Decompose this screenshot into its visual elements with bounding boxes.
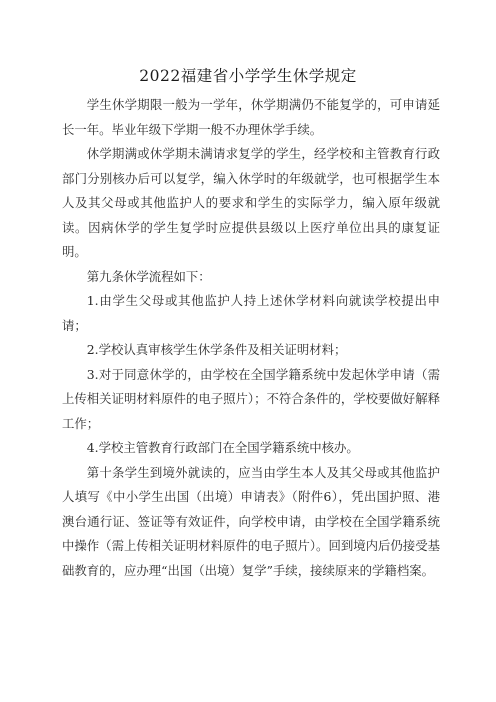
paragraph-article-10: 第十条学生到境外就读的，应当由学生本人及其父母或其他监护人填写《中小学生出国（出境）申请表》（附件6），凭出国护照、港澳台通行证、签证等有效证件，向学校申请，由学校在全国学籍系统中操作（需上传相关证明材料原件的电子照片）。回到境内后仍接受基础教育的，应办理“出国（出境）复学”手续，接续原来的学籍档案。 (62, 464, 440, 578)
paragraph-step-4: 4.学校主管教育行政部门在全国学籍系统中核办。 (86, 440, 359, 455)
paragraph-step-2: 2.学校认真审核学生休学条件及相关证明材料； (86, 342, 347, 357)
paragraph-step-3: 3.对于同意休学的，由学校在全国学籍系统中发起休学申请（需上传相关证明材料原件的电子照片）；不符合条件的，学校要做好解释工作； (62, 366, 440, 431)
paragraph-step-1: 1.由学生父母或其他监护人持上述休学材料向就读学校提出申请； (62, 293, 440, 333)
paragraph-article-9-heading: 第九条休学流程如下： (86, 268, 211, 284)
document-title: 2022福建省小学学生休学规定 (139, 67, 357, 85)
document-body (62, 93, 440, 583)
paragraph-suspension-period: 学生休学期限一般为一学年，休学期满仍不能复学的，可申请延长一年。毕业年级下学期一般不办理休学手续。 (62, 97, 440, 137)
paragraph-resumption: 休学期满或休学期未满请求复学的学生，经学校和主管教育行政部门分别核办后可以复学，编入休学时的年级就学，也可根据学生本人及其父母或其他监护人的要求和学生的实际学力，编入原年级就读。因病休学的学生复学时应提供县级以上医疗单位出具的康复证明。 (62, 146, 440, 259)
